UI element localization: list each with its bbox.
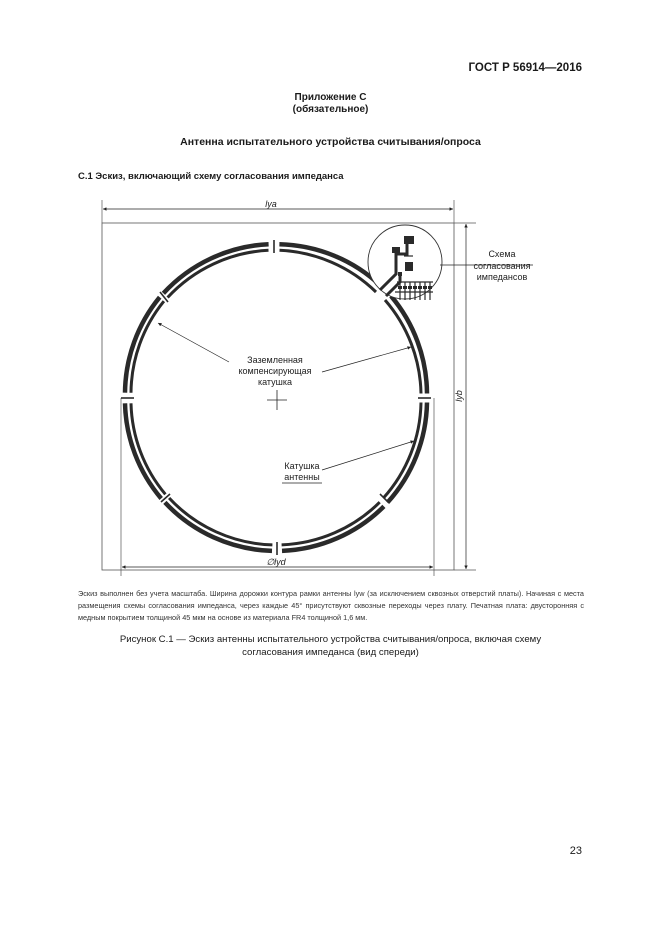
label-grounded-coil xyxy=(238,355,311,387)
impedance-matching-circuit xyxy=(368,225,442,300)
dimension-lyb xyxy=(454,223,476,570)
label-antenna-coil xyxy=(284,461,319,482)
label-grounded-line2: компенсирующая xyxy=(238,366,312,376)
figure-note: Эскиз выполнен без учета масштаба. Ширина дорожки контура рамки антенны lyw (за исключением сквозных отверстий платы). Начиная с места размещения схемы согласования импеданса, через каждые 45° присутствуют сквозные переходы через плату. Печатная плата: двусторонняя с медным покрытием толщиной 45 мкм на основе из материала FR4 толщиной 1,6 мм. xyxy=(78,589,584,622)
grounded-compensating-coil xyxy=(131,250,421,545)
dim-lyd-label: ∅lyd xyxy=(266,557,286,567)
main-heading: Антенна испытательного устройства считывания/опроса xyxy=(180,136,481,148)
label-matching-circuit xyxy=(473,249,530,282)
section-heading: С.1 Эскиз, включающий схему согласования импеданса xyxy=(78,171,344,182)
figure-caption xyxy=(60,633,601,659)
leader-lines xyxy=(158,265,533,483)
label-grounded-line1: Заземленная xyxy=(247,355,303,365)
label-matching-line1: Схема xyxy=(488,249,516,259)
appendix-title: Приложение С xyxy=(294,92,367,103)
label-matching-line3: импедансов xyxy=(476,272,528,282)
label-antenna-line2: антенны xyxy=(284,472,320,482)
label-grounded-line3: катушка xyxy=(257,377,293,387)
label-matching-line2: согласования xyxy=(473,261,531,271)
dimension-lya xyxy=(102,199,454,223)
page-number: 23 xyxy=(569,845,582,857)
center-mark xyxy=(267,390,287,410)
caption-line-2: согласования импеданса (вид спереди) xyxy=(242,647,419,658)
label-antenna-line1: Катушка xyxy=(284,461,320,471)
dim-lya-label: lya xyxy=(265,199,277,209)
appendix-type: (обязательное) xyxy=(292,104,369,115)
dim-lyb-label: lyb xyxy=(454,390,464,402)
standard-number: ГОСТ Р 56914—2016 xyxy=(468,62,582,74)
caption-line-1: Рисунок С.1 — Эскиз антенны испытательного устройства считывания/опроса, включая схему xyxy=(119,634,542,645)
